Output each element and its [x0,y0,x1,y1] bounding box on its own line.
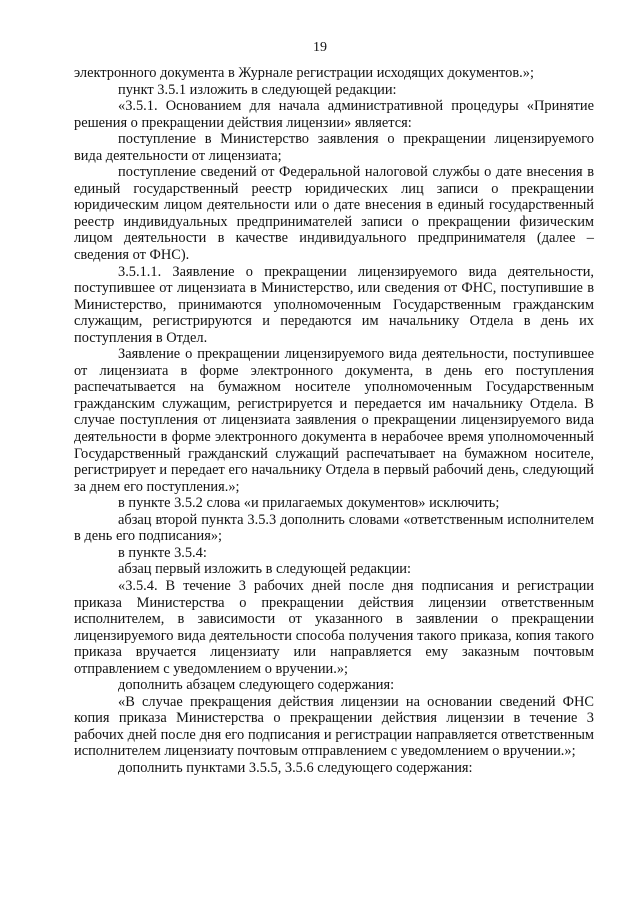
paragraph: «В случае прекращения действия лицензии на основании сведений ФНС копия приказа Министерства о прекращении действия лицензии в течение 3 рабочих дней после дня его подписания и регистрации направляется ответственным исполнителем лицензиату почтовым отправлением с уведомлением о вручении.»; [74,693,594,760]
paragraph: в пункте 3.5.2 слова «и прилагаемых документов» исключить; [118,495,500,512]
paragraph: электронного документа в Журнале регистрации исходящих документов.»; [74,65,534,81]
paragraph: абзац второй пункта 3.5.3 дополнить словами «ответственным исполнителем в день его подписания»; [74,511,594,545]
paragraph: пункт 3.5.1 изложить в следующей редакции: [118,81,397,98]
paragraph: поступление сведений от Федеральной налоговой службы о дате внесения в единый государственный реестр юридических лиц записи о прекращении юридическим лицом деятельности или о дате внесения в единый государственный реестр индивидуальных предпринимателей записи о прекращении физическим лицом деятельности в качестве индивидуального предпринимателя (далее – сведения от ФНС). [74,164,594,264]
document-body [74,65,594,777]
paragraph: поступление в Министерство заявления о прекращении лицензируемого вида деятельности от лицензиата; [74,131,594,164]
paragraph: абзац первый изложить в следующей редакции: [118,561,412,578]
paragraph: 3.5.1.1. Заявление о прекращении лицензируемого вида деятельности, поступившее от лицензиата в Министерство, или сведения от ФНС, поступившие в Министерство, принимаются уполномоченным Государственным гражданским служащим, регистрируются и передаются им начальнику Отдела в день их поступления в Отдел. [74,263,594,346]
paragraph: «3.5.4. В течение 3 рабочих дней после дня подписания и регистрации приказа Министерства о прекращении действия лицензии ответственным исполнителем, в зависимости от указанного в заявлении о прекращении лицензируемого вида деятельности способа получения такого приказа, копия такого приказа вручается лицензиату или направляется ему заказным почтовым отправлением с уведомлением о вручении.»; [74,577,594,677]
paragraph: дополнить пунктами 3.5.5, 3.5.6 следующего содержания: [118,759,473,776]
paragraph: «3.5.1. Основанием для начала административной процедуры «Принятие решения о прекращении действия лицензии» является: [74,98,594,131]
paragraph: в пункте 3.5.4: [118,544,207,561]
page-number: 19 [313,40,327,55]
paragraph: дополнить абзацем следующего содержания: [118,677,395,694]
paragraph: Заявление о прекращении лицензируемого вида деятельности, поступившее от лицензиата в форме электронного документа, в день его поступления распечатывается на бумажном носителе уполномоченным Государственным гражданским служащим, регистрируется и передается им начальнику Отдела. В случае поступления от лицензиата заявления о прекращении лицензируемого вида деятельности в форме электронного документа в нерабочее время уполномоченный Государственный гражданский служащий распечатывает на бумажном носителе, регистрирует и передает его начальнику Отдела в первый рабочий день, следующий за днем его поступления.»; [74,346,594,495]
